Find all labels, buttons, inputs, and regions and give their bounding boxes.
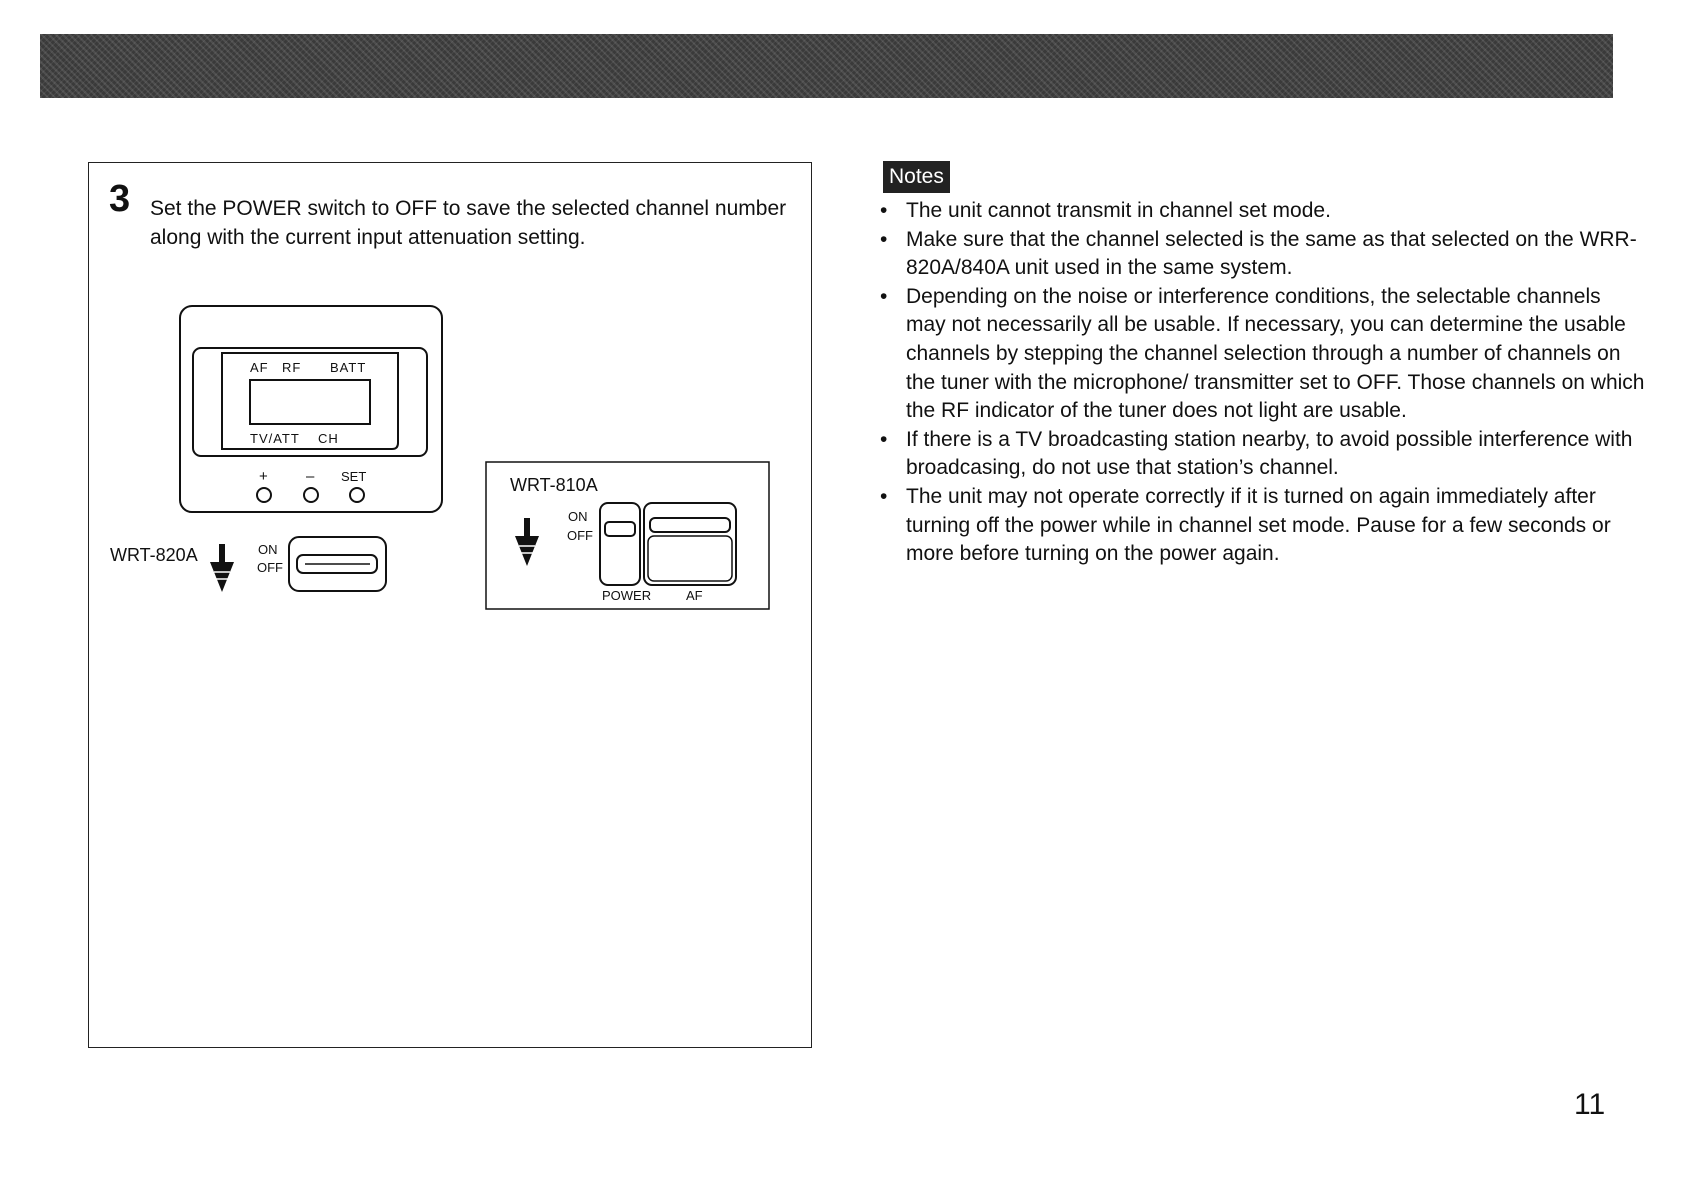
display-label-batt: BATT bbox=[330, 360, 367, 375]
wrt-810a-arrow-icon bbox=[515, 518, 539, 566]
page-number: 11 bbox=[1574, 1088, 1606, 1121]
display-label-ch: CH bbox=[318, 431, 339, 446]
wrt-810a-on-label: ON bbox=[568, 509, 588, 524]
set-key-label: SET bbox=[341, 469, 367, 484]
display-label-af: AF bbox=[250, 360, 269, 375]
display-label-rf: RF bbox=[282, 360, 302, 375]
wrt-810a-model-label: WRT-810A bbox=[510, 475, 598, 495]
step-instruction: Set the POWER switch to OFF to save the selected channel number along with the current input attenuation setting. bbox=[150, 197, 787, 249]
wrt-820a-off-label: OFF bbox=[257, 560, 283, 575]
notes-list bbox=[880, 197, 1646, 569]
plus-key-label: + bbox=[259, 468, 268, 485]
note-item: • If there is a TV broadcasting station nearby, to avoid possible interference with broadcasing, do not use that station’s channel. bbox=[906, 426, 1646, 483]
wrt-810a-power-label: POWER bbox=[602, 588, 652, 603]
wrt-820a-display-panel bbox=[222, 353, 398, 449]
wrt-820a-lcd-window bbox=[250, 380, 370, 424]
wrt-810a-af-label: AF bbox=[686, 588, 703, 603]
note-item: • The unit may not operate correctly if it is turned on again immediately after turning off the power while in channel set mode. Pause for a few seconds or more before turning on the power again. bbox=[906, 483, 1646, 569]
step-number: 3 bbox=[109, 178, 131, 220]
wrt-810a-af-slider bbox=[650, 518, 730, 532]
wrt-820a-model-label: WRT-820A bbox=[110, 545, 198, 565]
note-item: • Make sure that the channel selected is the same as that selected on the WRR-820A/840A unit used in the same system. bbox=[906, 226, 1646, 283]
wrt-820a-on-label: ON bbox=[258, 542, 278, 557]
wrt-820a-display-frame bbox=[193, 348, 427, 456]
wrt-810a-off-label: OFF bbox=[567, 528, 593, 543]
wrt-810a-power-switch bbox=[600, 503, 640, 585]
display-label-tvatt: TV/ATT bbox=[250, 431, 300, 446]
wrt-810a-af-switch bbox=[644, 503, 736, 585]
notes-heading: Notes bbox=[883, 161, 950, 193]
minus-key-icon bbox=[304, 488, 318, 502]
plus-key-icon bbox=[257, 488, 271, 502]
note-item: • The unit cannot transmit in channel set mode. bbox=[906, 197, 1646, 226]
note-item: • Depending on the noise or interference conditions, the selectable channels may not necessarily all be usable. If necessary, you can determine the usable channels by stepping the channel selection through a number of channels on the tuner with the microphone/ transmitter set to OFF. Those channels on which the RF indicator of the tuner does not light are usable. bbox=[906, 283, 1646, 426]
wrt-810a-power-knob bbox=[605, 522, 635, 536]
minus-key-label: – bbox=[306, 468, 315, 485]
set-key-icon bbox=[350, 488, 364, 502]
wrt-820a-arrow-icon bbox=[210, 544, 234, 592]
